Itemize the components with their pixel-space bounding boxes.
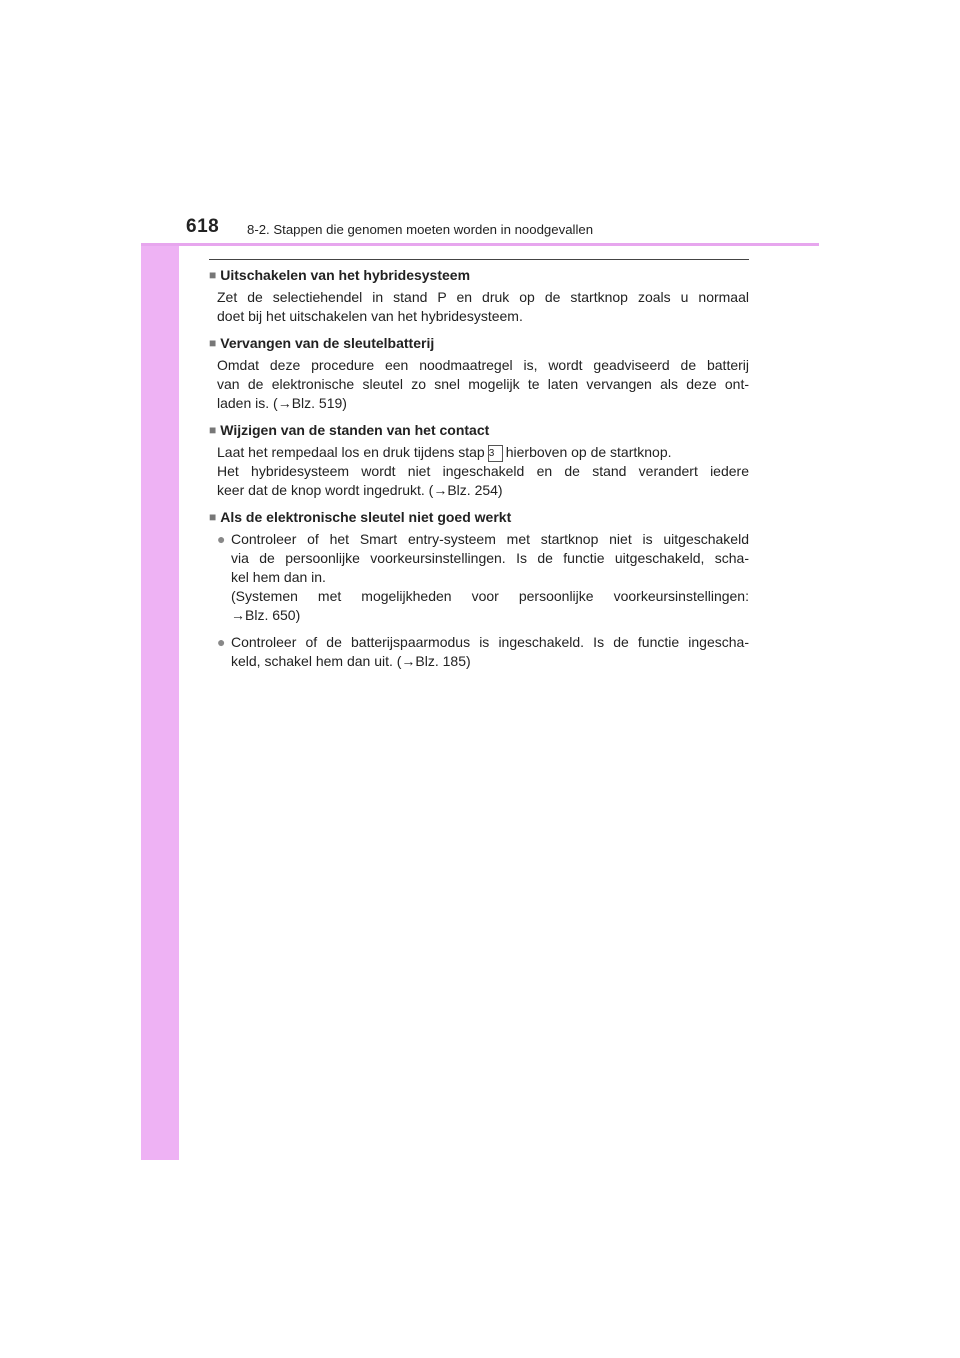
list-item: ● Controleer of de batterijspaarmodus is ingeschakeld. Is de functie ingescha- keld, schakel hem dan uit. (→Blz. 185) bbox=[217, 634, 749, 669]
section-heading: ■ Uitschakelen van het hybridesysteem bbox=[209, 267, 471, 283]
paragraph: Omdat deze procedure een noodmaatregel is, wordt geadviseerd de batterij van de elektronische sleutel zo snel mogelijk te laten vervangen als deze ont- laden is. (→Blz. 519) bbox=[217, 357, 749, 411]
section-block bbox=[209, 334, 749, 413]
round-bullet-icon: ● bbox=[217, 531, 226, 547]
page-reference: keer dat de knop wordt ingedrukt. (→Blz. 254) bbox=[217, 482, 503, 498]
list-item: ● Controleer of het Smart entry-systeem met startknop niet is uitgeschakeld via de persoonlijke voorkeursinstellingen. Is de functie uitgeschakeld, scha- kel hem dan in. (Systemen met mogelijkheden voor persoonlijke voorkeursinstellingen: →Blz. 650) bbox=[217, 531, 749, 623]
paragraph: Laat het rempedaal los en druk tijdens stap 3 hierboven op de startknop. Het hybridesysteem wordt niet ingeschakeld en de stand verandert iedere keer dat de knop wordt ingedrukt. (→Blz. 254) bbox=[217, 444, 749, 498]
page-number: 618 bbox=[186, 216, 220, 237]
section-block bbox=[209, 421, 749, 500]
content bbox=[209, 266, 749, 679]
bullet-list bbox=[209, 530, 749, 671]
section-heading: ■ Vervangen van de sleutelbatterij bbox=[209, 335, 435, 351]
header-divider bbox=[141, 243, 819, 246]
section-block bbox=[209, 508, 749, 671]
section-heading: ■ Als de elektronische sleutel niet goed werkt bbox=[209, 509, 512, 525]
paragraph: Zet de selectiehendel in stand P en druk op de startknop zoals u normaal doet bij het uitschakelen van het hybridesysteem. bbox=[217, 289, 749, 324]
round-bullet-icon: ● bbox=[217, 634, 226, 650]
square-bullet-icon: ■ bbox=[209, 336, 217, 350]
section-block bbox=[209, 266, 749, 326]
square-bullet-icon: ■ bbox=[209, 510, 217, 524]
square-bullet-icon: ■ bbox=[209, 423, 217, 437]
header-band bbox=[141, 198, 819, 244]
side-color-band bbox=[141, 198, 179, 1160]
section-title: 8-2. Stappen die genomen moeten worden in noodgevallen bbox=[247, 222, 594, 237]
page-reference: →Blz. 650) bbox=[231, 607, 301, 623]
page-reference: laden is. (→Blz. 519) bbox=[217, 395, 347, 411]
step-number-box: 3 bbox=[488, 445, 503, 462]
square-bullet-icon: ■ bbox=[209, 268, 217, 282]
section-heading: ■ Wijzigen van de standen van het contact bbox=[209, 422, 490, 438]
content-rule bbox=[209, 259, 749, 260]
page-reference: keld, schakel hem dan uit. (→Blz. 185) bbox=[231, 653, 471, 669]
